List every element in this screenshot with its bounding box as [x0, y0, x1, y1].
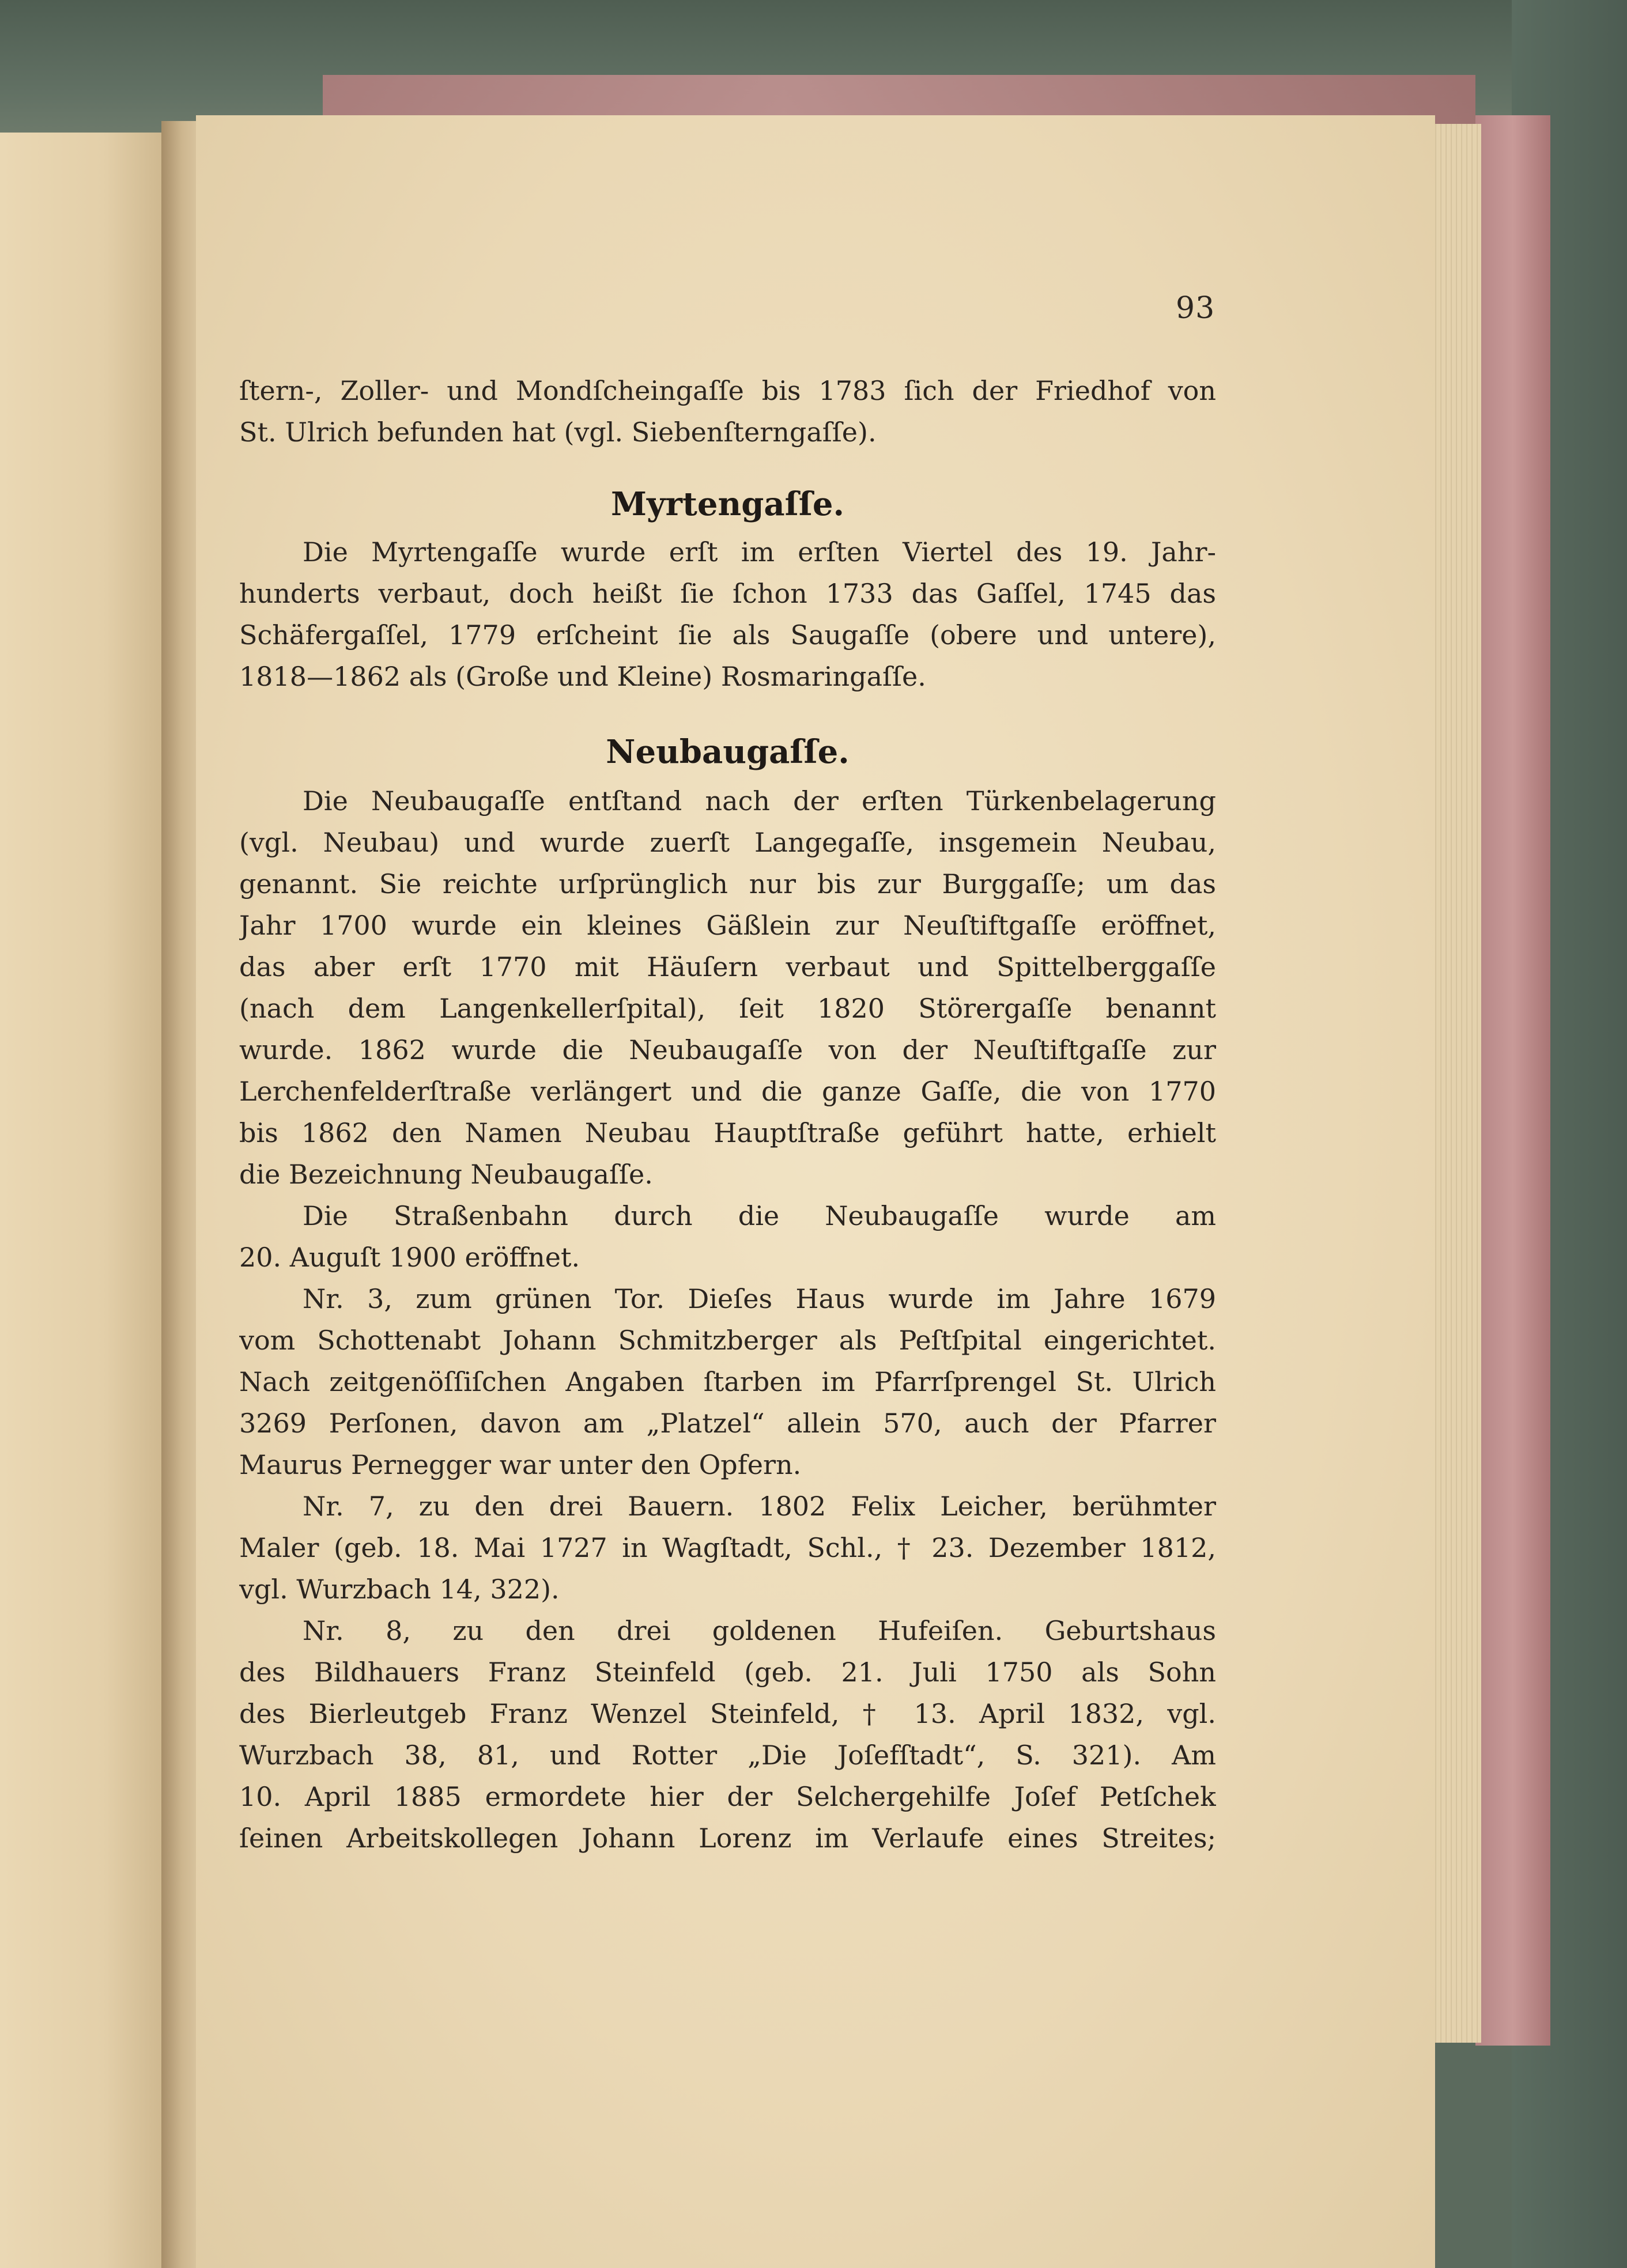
section-heading-myrtengasse: Myrtengaſſe.: [611, 485, 844, 523]
text-line: Maurus Pernegger war unter den Opfern.: [239, 1449, 802, 1480]
text-line: 1818—1862 als (Große und Kleine) Rosmaringaſſe.: [239, 661, 926, 692]
text-line: hunderts verbaut, doch heißt ſie ſchon 1733 das Gaſſel, 1745 das: [239, 578, 1216, 609]
text-line: Jahr 1700 wurde ein kleines Gäßlein zur Neuſtiftgaſſe eröffnet,: [239, 910, 1216, 941]
text-line: Schäfergaſſel, 1779 erſcheint ſie als Saugaſſe (obere und untere),: [239, 619, 1216, 651]
page-text-block: [239, 369, 1216, 1919]
text-line: wurde. 1862 wurde die Neubaugaſſe von der Neuſtiftgaſſe zur: [239, 1034, 1216, 1065]
text-line: vgl. Wurzbach 14, 322).: [239, 1574, 560, 1605]
text-line: Lerchenfelderſtraße verlängert und die ganze Gaſſe, die von 1770: [239, 1076, 1216, 1107]
text-line: des Bildhauers Franz Steinfeld (geb. 21. Juli 1750 als Sohn: [239, 1657, 1216, 1688]
text-line: bis 1862 den Namen Neubau Hauptſtraße geführt hatte, erhielt: [239, 1117, 1216, 1148]
text-line: (vgl. Neubau) und wurde zuerſt Langegaſſe, insgemein Neubau,: [239, 827, 1216, 858]
text-line: Nach zeitgenöſſiſchen Angaben ſtarben im Pfarrſprengel St. Ulrich: [239, 1366, 1216, 1397]
text-line: ſtern-, Zoller- und Mondſcheingaſſe bis 1783 ſich der Friedhof von: [239, 375, 1216, 406]
text-line: Die Straßenbahn durch die Neubaugaſſe wurde am: [303, 1200, 1216, 1231]
text-line: genannt. Sie reichte urſprünglich nur bis zur Burggaſſe; um das: [239, 868, 1216, 899]
text-line: die Bezeichnung Neubaugaſſe.: [239, 1159, 653, 1190]
section-heading-neubaugasse: Neubaugaſſe.: [606, 733, 850, 771]
text-line: Nr. 3, zum grünen Tor. Dieſes Haus wurde im Jahre 1679: [303, 1283, 1216, 1314]
text-line: ſeinen Arbeitskollegen Johann Lorenz im Verlaufe eines Streites;: [239, 1823, 1216, 1854]
text-line: vom Schottenabt Johann Schmitzberger als Peſtſpital eingerichtet.: [239, 1325, 1216, 1356]
text-line: das aber erſt 1770 mit Häuſern verbaut und Spittelberggaſſe: [239, 951, 1216, 982]
text-line: Nr. 7, zu den drei Bauern. 1802 Felix Leicher, berühmter: [303, 1491, 1216, 1522]
text-line: Wurzbach 38, 81, und Rotter „Die Joſefſtadt“, S. 321). Am: [239, 1740, 1216, 1771]
page-number: 93: [1176, 291, 1215, 326]
text-line: 3269 Perſonen, davon am „Platzel“ allein 570, auch der Pfarrer: [239, 1408, 1216, 1439]
facing-page-left: [0, 133, 173, 2268]
text-line: Nr. 8, zu den drei goldenen Hufeiſen. Geburtshaus: [303, 1615, 1216, 1646]
text-line: (nach dem Langenkellerſpital), ſeit 1820 Störergaſſe benannt: [239, 993, 1216, 1024]
text-line: des Bierleutgeb Franz Wenzel Steinfeld, † 13. April 1832, vgl.: [239, 1698, 1216, 1729]
text-line: Die Neubaugaſſe entſtand nach der erſten Türkenbelagerung: [303, 785, 1216, 817]
text-line: St. Ulrich befunden hat (vgl. Siebenſterngaſſe).: [239, 417, 877, 448]
text-line: 20. Auguſt 1900 eröffnet.: [239, 1242, 580, 1273]
text-line: 10. April 1885 ermordete hier der Selchergehilfe Joſef Petſchek: [239, 1781, 1216, 1812]
text-line: Maler (geb. 18. Mai 1727 in Wagſtadt, Schl., † 23. Dezember 1812,: [239, 1532, 1216, 1563]
endpaper-right: [1475, 115, 1550, 2046]
text-line: Die Myrtengaſſe wurde erſt im erſten Viertel des 19. Jahr-: [303, 536, 1216, 568]
